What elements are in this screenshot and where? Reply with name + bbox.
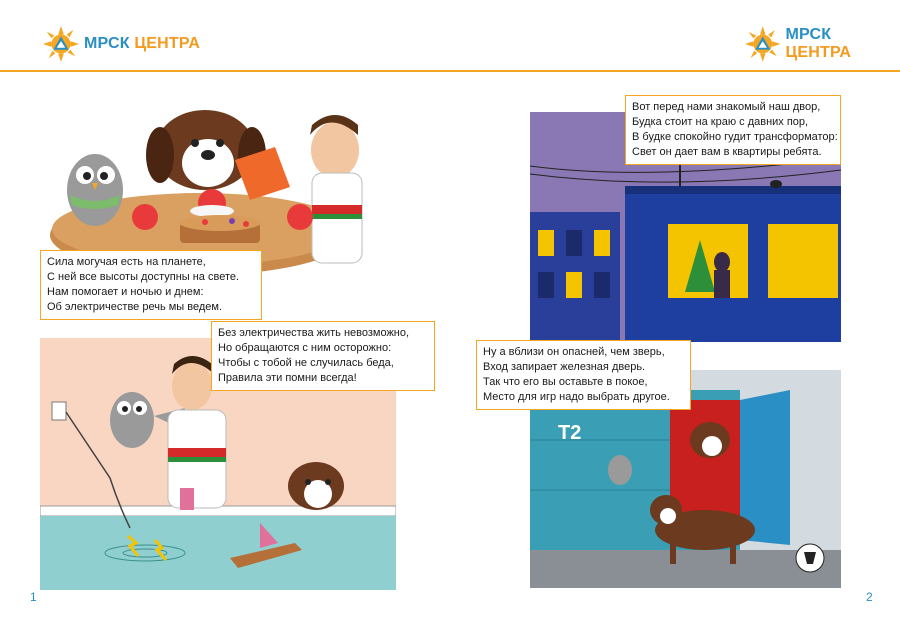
caption-line: Ну а вблизи он опасней, чем зверь, — [483, 346, 665, 358]
sun-triangle-logo-icon — [42, 25, 80, 63]
caption-line: Место для игр надо выбрать другое. — [483, 391, 670, 403]
caption-panel-1 — [40, 250, 262, 320]
header-divider — [0, 70, 900, 72]
transformer-sign-t2: Т2 — [558, 422, 582, 444]
page-number-right: 2 — [866, 590, 873, 604]
caption-line: С ней все высоты доступны на свете. — [47, 271, 240, 283]
caption-line: Чтобы с тобой не случилась беда, — [218, 357, 394, 369]
caption-line: Вход запирает железная дверь. — [483, 361, 646, 373]
caption-line: Нам помогает и ночью и днем: — [47, 286, 204, 298]
caption-panel-4 — [476, 340, 691, 410]
logo-text-centra: ЦЕНТРА — [785, 44, 852, 61]
caption-line: Так что его вы оставьте в покое, — [483, 376, 648, 388]
logo-text-centra: ЦЕНТРА — [134, 35, 201, 52]
sun-triangle-logo-icon — [744, 25, 781, 63]
logo-text-mrsk: МРСК — [785, 26, 832, 43]
caption-line: Об электричестве речь мы ведем. — [47, 301, 223, 313]
illustration-tea-table — [40, 95, 370, 275]
caption-line: Но обращаются с ним осторожно: — [218, 342, 392, 354]
company-logo-left — [42, 24, 200, 64]
caption-line: Правила эти помни всегда! — [218, 372, 357, 384]
caption-panel-2 — [211, 321, 435, 391]
company-logo-right — [744, 24, 900, 64]
logo-text-mrsk: МРСК — [84, 35, 130, 52]
caption-line: Свет он дает вам в квартиры ребята. — [632, 146, 822, 158]
page-number-left: 1 — [30, 590, 37, 604]
caption-line: Будка стоит на краю с давних пор, — [632, 116, 809, 128]
caption-line: Сила могучая есть на планете, — [47, 256, 206, 268]
caption-panel-3 — [625, 95, 841, 165]
caption-line: Без электричества жить невозможно, — [218, 327, 410, 339]
caption-line: В будке спокойно гудит трансформатор: — [632, 131, 838, 143]
caption-line: Вот перед нами знакомый наш двор, — [632, 101, 821, 113]
